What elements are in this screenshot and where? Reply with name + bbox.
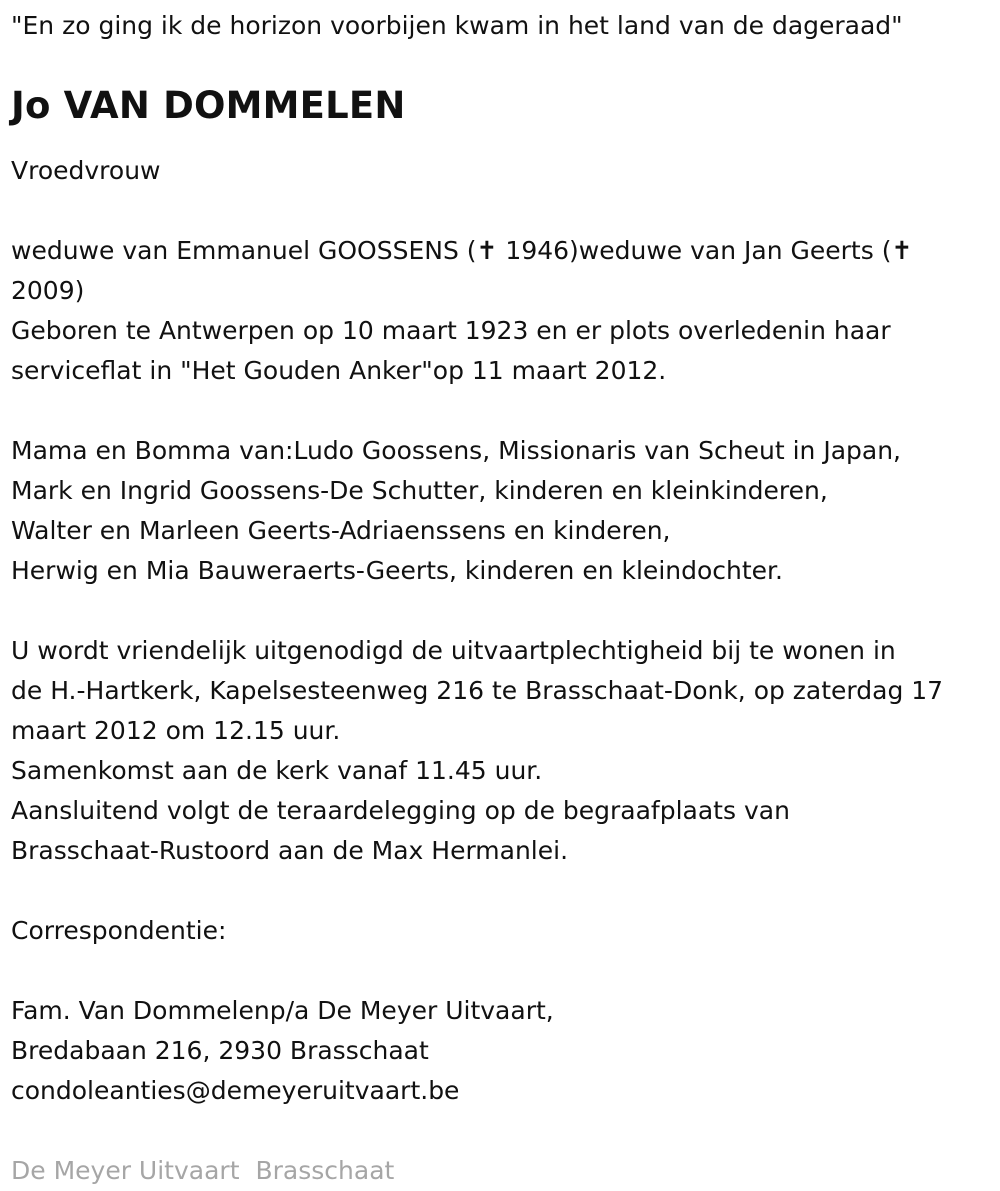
funeral-line: Aansluitend volgt de teraardelegging op de begraafplaats van <box>11 795 790 825</box>
spacer <box>11 951 991 991</box>
family-line: Walter en Marleen Geerts-Adriaenssens en kinderen, <box>11 515 671 545</box>
funeral-line: Brasschaat-Rustoord aan de Max Hermanlei. <box>11 835 569 865</box>
address-line: Bredabaan 216, 2930 Brasschaat <box>11 1035 429 1065</box>
footer-location: Brasschaat <box>255 1155 395 1185</box>
family-line: Mark en Ingrid Goossens-De Schutter, kinderen en kleinkinderen, <box>11 475 828 505</box>
widow-section <box>11 231 991 311</box>
spacer <box>11 191 991 231</box>
funeral-line: U wordt vriendelijk uitgenodigd de uitvaartplechtigheid bij te wonen in <box>11 635 896 665</box>
footer <box>11 1151 991 1191</box>
address-block <box>11 991 991 1111</box>
spacer <box>11 871 991 911</box>
birth-death-line: Geboren te Antwerpen op 10 maart 1923 en er plots overledenin haar <box>11 315 891 345</box>
birth-death-section <box>11 311 991 391</box>
birth-death-line: serviceflat in "Het Gouden Anker"op 11 maart 2012. <box>11 355 667 385</box>
spacer <box>11 591 991 631</box>
spacer <box>11 1111 991 1151</box>
spacer <box>11 391 991 431</box>
email-address: condoleanties@demeyeruitvaart.be <box>11 1075 460 1105</box>
profession: Vroedvrouw <box>11 155 161 185</box>
funeral-line: maart 2012 om 12.15 uur. <box>11 715 341 745</box>
obituary-document <box>11 6 991 1191</box>
deceased-name: Jo VAN DOMMELEN <box>11 84 406 127</box>
correspondence-label: Correspondentie: <box>11 915 227 945</box>
widow-line: 2009) <box>11 275 85 305</box>
family-section <box>11 431 991 591</box>
footer-company: De Meyer Uitvaart <box>11 1155 240 1185</box>
funeral-line: de H.-Hartkerk, Kapelsesteenweg 216 te Brasschaat-Donk, op zaterdag 17 <box>11 675 944 705</box>
quote: "En zo ging ik de horizon voorbijen kwam in het land van de dageraad" <box>11 11 903 40</box>
funeral-line: Samenkomst aan de kerk vanaf 11.45 uur. <box>11 755 543 785</box>
family-line: Mama en Bomma van:Ludo Goossens, Missionaris van Scheut in Japan, <box>11 435 902 465</box>
family-line: Herwig en Mia Bauweraerts-Geerts, kinderen en kleindochter. <box>11 555 783 585</box>
address-line: Fam. Van Dommelenp/a De Meyer Uitvaart, <box>11 995 554 1025</box>
funeral-section <box>11 631 991 871</box>
widow-line: weduwe van Emmanuel GOOSSENS (✝ 1946)weduwe van Jan Geerts (✝ <box>11 235 913 265</box>
